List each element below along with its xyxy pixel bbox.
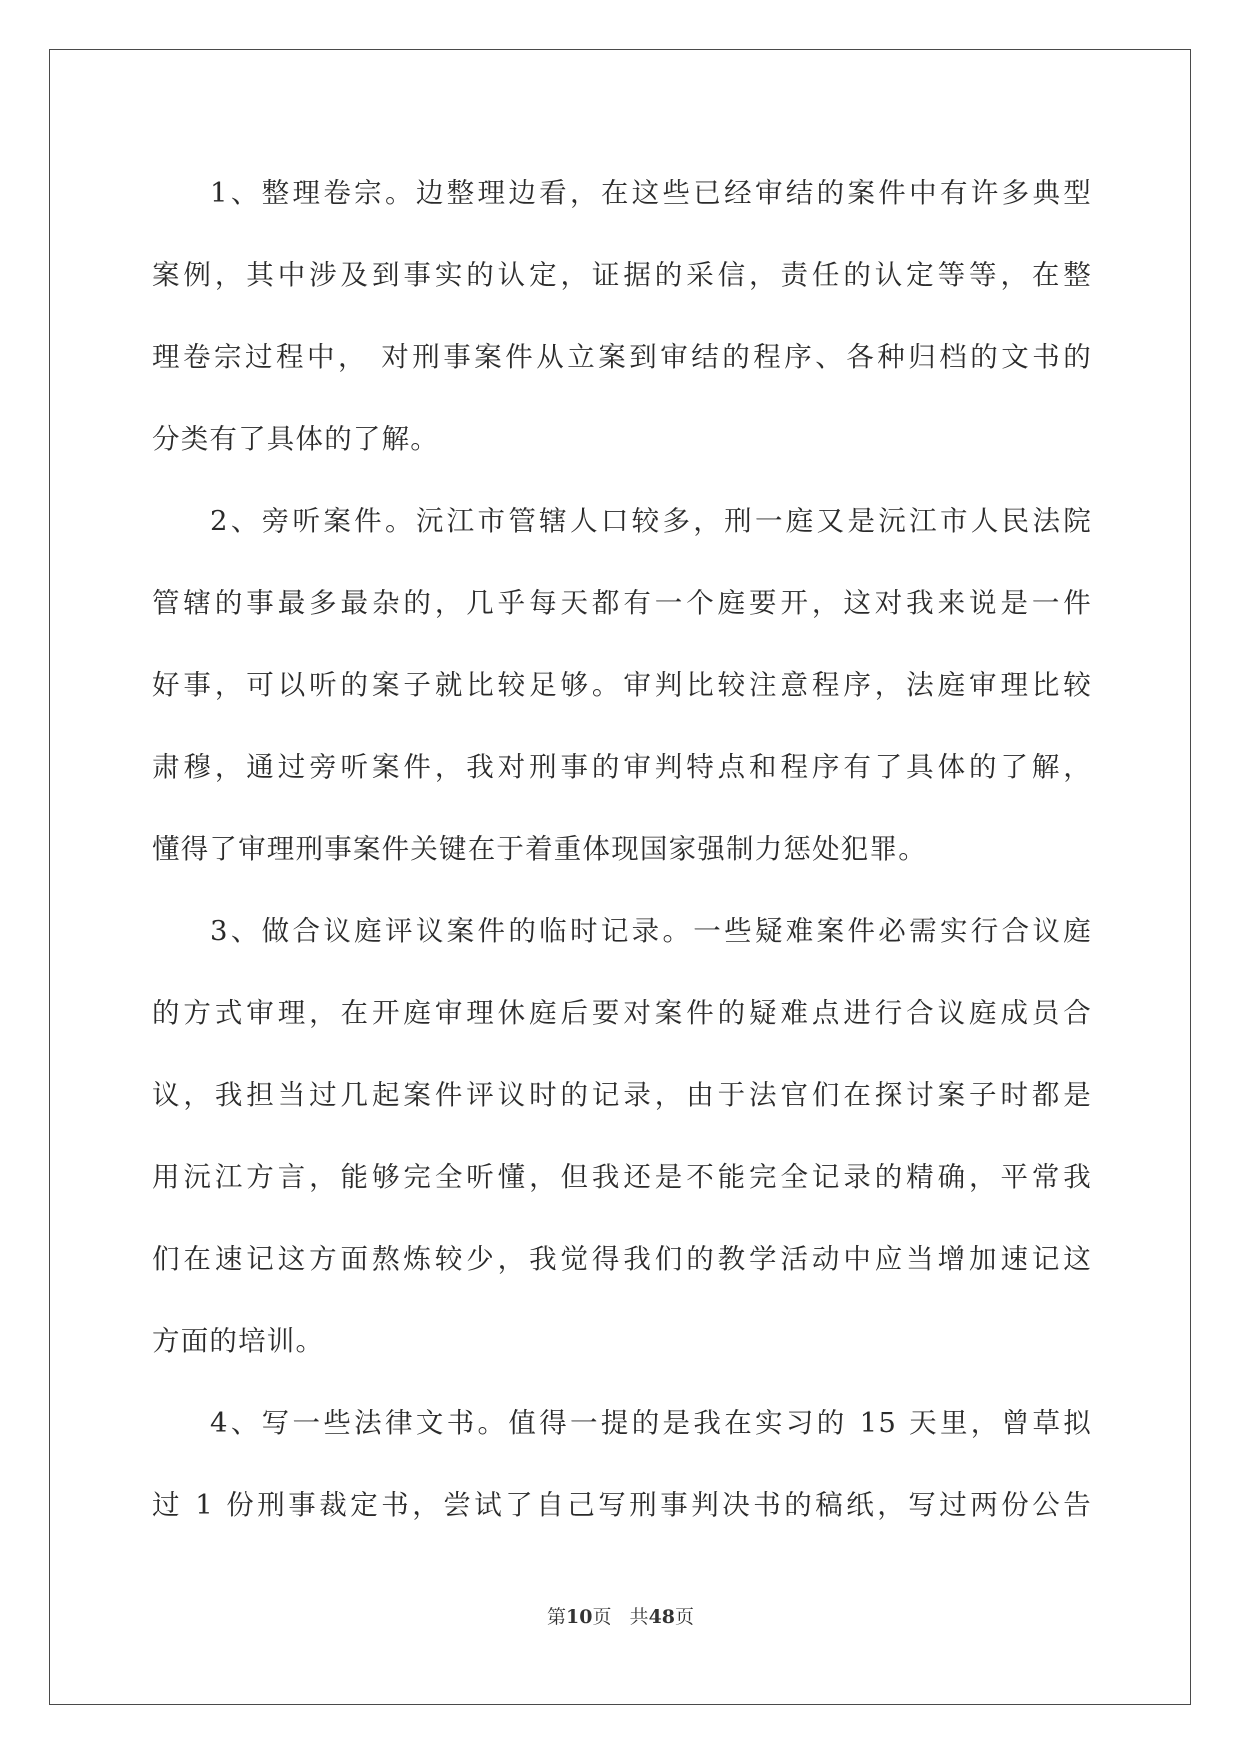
text-line: 们在速记这方面熬炼较少，我觉得我们的教学活动中应当增加速记这 (152, 1243, 1092, 1275)
paragraph-4 (152, 1382, 1092, 1546)
footer-prefix: 第 (546, 1606, 566, 1628)
text-line: 方面的培训。 (152, 1325, 325, 1357)
text-line: 懂得了审理刑事案件关键在于着重体现国家强制力惩处犯罪。 (152, 833, 927, 865)
paragraph-3 (152, 890, 1092, 1382)
text-line: 3、做合议庭评议案件的临时记录。一些疑难案件必需实行合议庭 (210, 915, 1092, 947)
text-line: 管辖的事最多最杂的，几乎每天都有一个庭要开，这对我来说是一件 (152, 587, 1092, 619)
text-line: 用沅江方言，能够完全听懂，但我还是不能完全记录的精确，平常我 (152, 1161, 1092, 1193)
text-line: 分类有了具体的了解。 (152, 423, 439, 455)
text-line: 的方式审理，在开庭审理休庭后要对案件的疑难点进行合议庭成员合 (152, 997, 1092, 1029)
text-line: 过 1 份刑事裁定书，尝试了自己写刑事判决书的稿纸，写过两份公告 (152, 1489, 1092, 1521)
text-line: 4、写一些法律文书。值得一提的是我在实习的 15 天里，曾草拟 (210, 1407, 1092, 1439)
paragraph-2 (152, 480, 1092, 890)
page-footer (0, 1602, 1241, 1629)
current-page-number: 10 (565, 1606, 593, 1628)
text-line: 案例，其中涉及到事实的认定，证据的采信，责任的认定等等，在整 (152, 259, 1092, 291)
footer-middle: 页 共 (592, 1606, 649, 1628)
footer-suffix: 页 (675, 1606, 695, 1628)
text-line: 议，我担当过几起案件评议时的记录，由于法官们在探讨案子时都是 (152, 1079, 1092, 1111)
paragraph-1 (152, 152, 1092, 480)
text-line: 2、旁听案件。沅江市管辖人口较多，刑一庭又是沅江市人民法院 (210, 505, 1092, 537)
document-body (152, 152, 1092, 1546)
text-line: 1、整理卷宗。边整理边看，在这些已经审结的案件中有许多典型 (210, 177, 1092, 209)
text-line: 理卷宗过程中， 对刑事案件从立案到审结的程序、各种归档的文书的 (152, 341, 1092, 373)
text-line: 好事，可以听的案子就比较足够。审判比较注意程序，法庭审理比较 (152, 669, 1092, 701)
text-line: 肃穆，通过旁听案件，我对刑事的审判特点和程序有了具体的了解， (152, 751, 1092, 783)
total-page-count: 48 (648, 1606, 676, 1628)
